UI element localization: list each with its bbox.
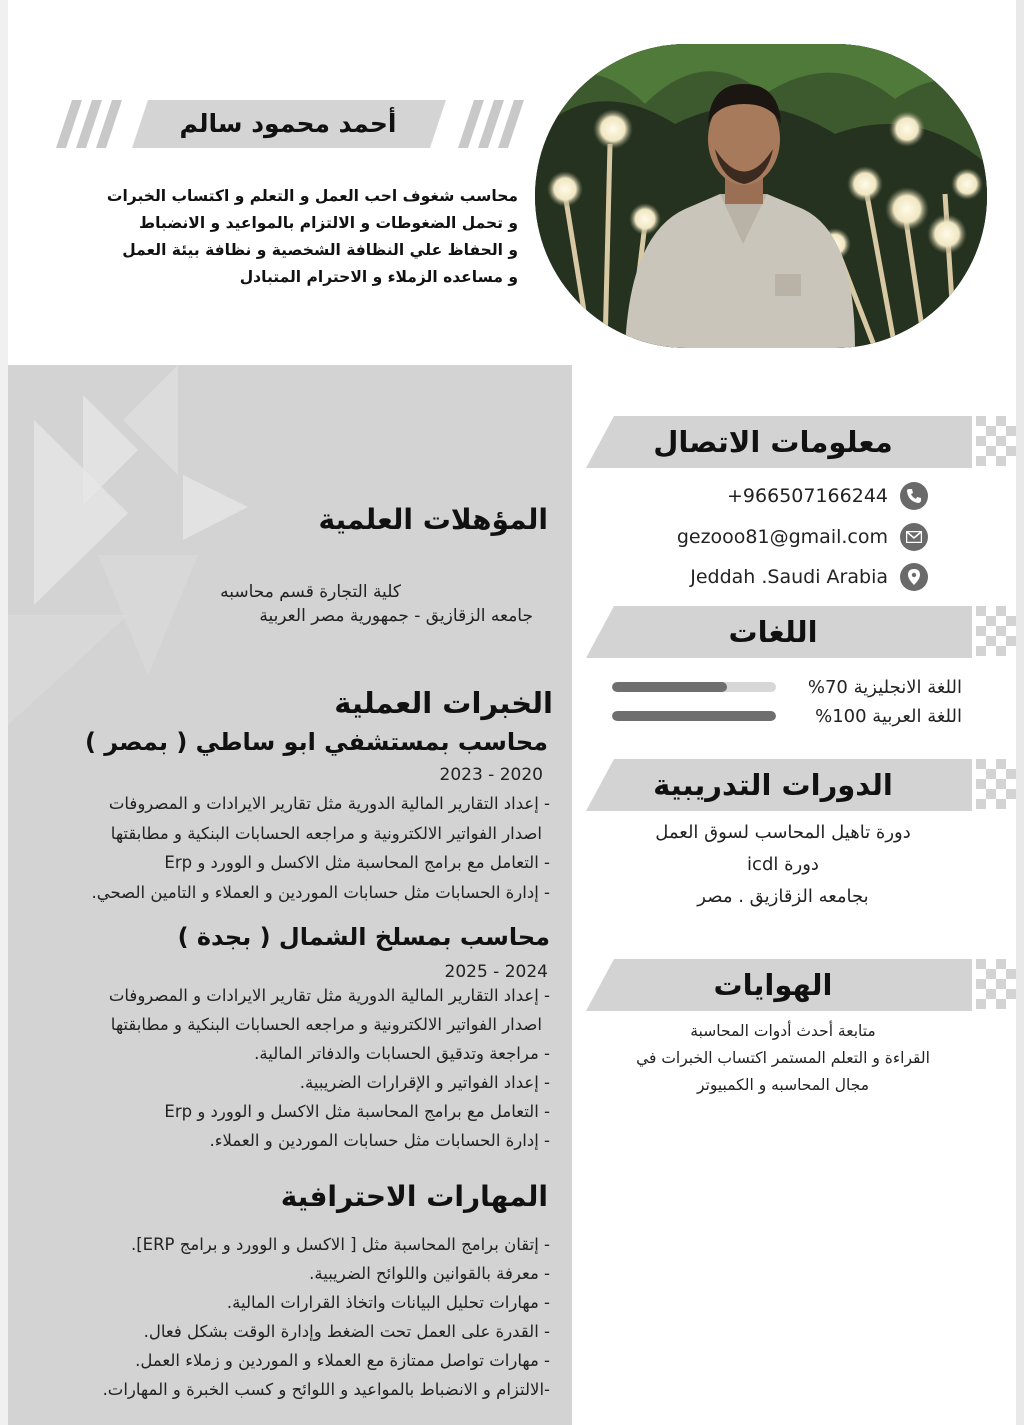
- language-level-bar: [612, 711, 776, 721]
- summary-line: و مساعده الزملاء و الاحترام المتبادل: [239, 268, 518, 286]
- job-role: محاسب بمستشفي ابو ساطي ( بمصر ): [84, 728, 548, 756]
- skill-bullet: -الالتزام و الانضباط بالمواعيد و اللوائح و كسب الخبرة و المهارات.: [102, 1380, 550, 1399]
- job-bullet: - إدارة الحسابات مثل حسابات الموردين و العملاء.: [209, 1131, 550, 1150]
- summary-line: و تحمل الضغوطات و الالتزام بالمواعيد و الانضباط: [138, 214, 518, 232]
- skill-bullet: - معرفة بالقوانين واللوائح الضريبية.: [309, 1264, 550, 1283]
- hobby-line: القراءة و التعلم المستمر اكتساب الخبرات في: [636, 1049, 930, 1067]
- course-line: بجامعه الزقازيق . مصر: [697, 886, 869, 907]
- languages-title: اللغات: [728, 615, 818, 649]
- skills-title: المهارات الاحترافية: [280, 1180, 548, 1213]
- job-period: 2020 - 2023: [439, 765, 543, 785]
- right-edge: [1016, 0, 1024, 1425]
- location-text: Jeddah .Saudi Arabia: [690, 566, 888, 588]
- decorative-triangles: [8, 365, 288, 765]
- mail-icon: [900, 523, 928, 551]
- contact-phone: [628, 481, 928, 511]
- job-bullet: - إعداد التقارير المالية الدورية مثل تقارير الايرادات و المصروفات: [108, 794, 550, 813]
- language-arabic: [612, 703, 962, 729]
- candidate-name: أحمد محمود سالم: [179, 109, 397, 138]
- skill-bullet: - مهارات تحليل البيانات واتخاذ القرارات المالية.: [226, 1293, 550, 1312]
- language-level-bar: [612, 682, 776, 692]
- skill-bullet: - مهارات تواصل ممتازة مع العملاء و الموردين و زملاء العمل.: [135, 1351, 550, 1370]
- language-level-fill: [612, 682, 727, 692]
- job-bullet: - إعداد الفواتير و الإقرارات الضريبية.: [299, 1073, 550, 1092]
- contact-email: [628, 522, 928, 552]
- hobby-line: متابعة أحدث أدوات المحاسبة: [690, 1022, 876, 1040]
- phone-text: +966507166244: [727, 485, 888, 507]
- education-line: كلية التجارة قسم محاسبه: [220, 582, 401, 602]
- education-line: جامعه الزقازيق - جمهورية مصر العربية: [259, 606, 533, 626]
- email-text: gezooo81@gmail.com: [676, 526, 888, 548]
- job-role: محاسب بمسلخ الشمال ( بجدة ): [177, 923, 550, 951]
- profile-photo: [535, 44, 987, 348]
- location-pin-icon: [900, 563, 928, 591]
- contact-title: معلومات الاتصال: [653, 425, 893, 459]
- summary-line: محاسب شغوف احب العمل و التعلم و اكتساب الخبرات: [106, 187, 518, 205]
- education-title: المؤهلات العلمية: [318, 503, 548, 536]
- left-edge: [0, 0, 8, 1425]
- phone-icon: [900, 482, 928, 510]
- hobby-line: مجال المحاسبه و الكمبيوتر: [696, 1076, 870, 1094]
- courses-title: الدورات التدريبية: [653, 768, 893, 802]
- job-bullet: - مراجعة وتدقيق الحسابات والدفاتر المالية.: [254, 1044, 550, 1063]
- course-line: دورة icdl: [747, 854, 819, 875]
- profile-summary: [48, 183, 518, 291]
- course-line: دورة تاهيل المحاسب لسوق العمل: [655, 822, 911, 843]
- job-bullet: - إدارة الحسابات مثل حسابات الموردين و العملاء و التامين الصحي.: [91, 883, 550, 902]
- job-period: 2024 - 2025: [444, 962, 548, 982]
- summary-line: و الحفاظ علي النظافة الشخصية و نظافة بيئة العمل: [122, 241, 518, 259]
- job-bullet: - إعداد التقارير المالية الدورية مثل تقارير الايرادات و المصروفات: [108, 986, 550, 1005]
- contact-location: [628, 562, 928, 592]
- cv-page: [8, 0, 1016, 1425]
- language-label: اللغة الانجليزية 70%: [807, 676, 962, 698]
- job-bullet: اصدار الفواتير الالكترونية و مراجعه الحسابات البنكية و مطابقتها: [110, 824, 542, 843]
- skill-bullet: - القدرة على العمل تحت الضغط وإدارة الوقت بشكل فعال.: [143, 1322, 550, 1341]
- job-bullet: - التعامل مع برامج المحاسبة مثل الاكسل و الوورد و Erp: [164, 1102, 550, 1121]
- language-level-fill: [612, 711, 776, 721]
- experience-title: الخبرات العملية: [334, 686, 553, 720]
- language-label: اللغة العربية 100%: [815, 705, 962, 727]
- job-bullet: - التعامل مع برامج المحاسبة مثل الاكسل و الوورد و Erp: [164, 853, 550, 872]
- skill-bullet: - إتقان برامج المحاسبة مثل [ الاكسل و الوورد و برامج ERP].: [130, 1235, 550, 1254]
- job-bullet: اصدار الفواتير الالكترونية و مراجعه الحسابات البنكية و مطابقتها: [110, 1015, 542, 1034]
- language-english: [612, 674, 962, 700]
- hobbies-title: الهوايات: [713, 968, 833, 1002]
